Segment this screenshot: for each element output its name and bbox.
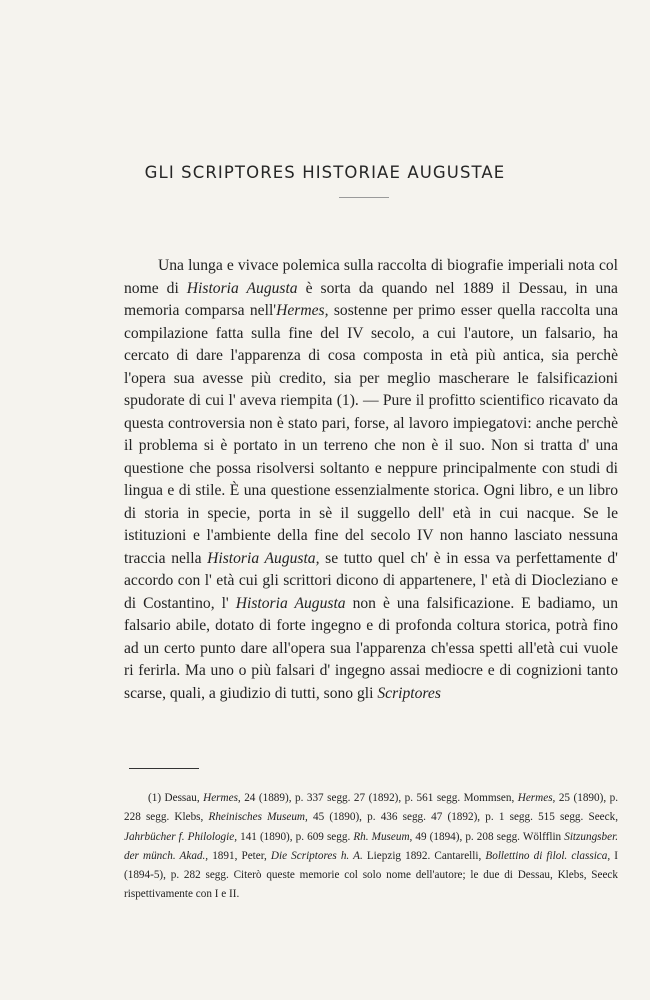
italic-title: Die Scriptores h. A. [270, 849, 363, 862]
body-text [124, 255, 618, 705]
italic-title: Historia Augusta, [207, 549, 320, 567]
text-run: sostenne per primo esser quella raccolta una compilazione fatta sulla fine del IV secolo, a cui l'autore, un falsario, ha cercato di dare l'apparenza di cosa composta in età più antica, sia perchè l'opera sua avesse più credito, sia per meglio mascherare le falsificazioni spudorate di cui l' aveva riempita (1). — Pure il profitto scientifico ricavato da questa controversia non è stato pari, forse, al lavoro impiegatovi: anche perchè il problema si è portato in un terreno che non è il suo. Non si tratta d' una questione che possa risolversi soltanto e neppure principalmente con studi di lingua e di stile. È una questione essenzialmente storica. Ogni libro, e un libro di storia in specie, porta in sè il suggello dell' età in cui nacque. Se le istituzioni e l'ambiente della fine del secolo IV non hanno lasciato nessuna traccia nella [124, 302, 618, 567]
italic-title: Historia Augusta [235, 594, 346, 612]
body-paragraph [124, 255, 618, 705]
italic-title: Rheinisches Museum, [208, 811, 308, 824]
text-run: 25 (1890), p. 228 segg. Klebs, [124, 792, 619, 824]
text-run: 45 (1890), p. 436 segg. 47 (1892), p. 1 segg. 515 segg. Seeck, [307, 811, 619, 824]
footnote-divider [129, 768, 199, 769]
text-run: non è una falsificazione. E badiamo, un falsario abile, dotato di forte ingegno e di profonda coltura storica, potrà fino ad un certo punto dare all'opera sua l'apparenza ch'essa spetti all'età cui vuole ri ferirla. Ma uno o più falsari d' ingegno assai mediocre e di cognizioni tanto scarse, quali, a giudizio di tutti, sono gli [124, 594, 618, 702]
italic-title: Hermes, [203, 792, 241, 804]
page-title: GLI SCRIPTORES HISTORIAE AUGUSTAE [144, 163, 506, 182]
italic-title: Rh. Museum, [353, 830, 413, 843]
italic-title: Sitzungsber. der münch. Akad., [124, 830, 618, 862]
italic-title: Historia Augusta [186, 279, 298, 297]
italic-title: Hermes, [517, 792, 556, 804]
italic-title: Jahrbücher f. Philologie, [124, 830, 238, 843]
italic-title: Hermes, [276, 302, 329, 319]
text-run: 24 (1889), p. 337 segg. 27 (1892), p. 561 segg. Mommsen, [240, 792, 518, 804]
italic-title: Scriptores [377, 684, 441, 702]
text-run: 49 (1894), p. 208 segg. Wölfflin [412, 830, 565, 843]
title-divider [339, 197, 389, 198]
text-run: (1) Dessau, [148, 792, 204, 804]
text-run: Liepzig 1892. Cantarelli, [362, 849, 486, 862]
text-run: I (1894-5), p. 282 segg. Citerò queste memorie col solo nome dell'autore; le due di Dessau, Klebs, Seeck rispettivamente con I e II. [124, 849, 618, 901]
text-run: 1891, Peter, [208, 849, 271, 862]
text-run: se tutto quel ch' è in essa va perfettamente d' accordo con l' età cui gli scrittori dicono di appartenere, l' età di Diocleziano e di Costantino, l' [124, 549, 618, 612]
footnote-paragraph [124, 789, 618, 905]
italic-title: Bollettino di filol. classica, [485, 849, 611, 862]
text-run: Una lunga e vivace polemica sulla raccolta di biografie imperiali nota col nome di [124, 257, 618, 297]
footnote [124, 789, 618, 905]
text-run: è sorta da quando nel 1889 il Dessau, in una memoria comparsa nell' [124, 279, 618, 319]
text-run: 141 (1890), p. 609 segg. [237, 830, 354, 843]
